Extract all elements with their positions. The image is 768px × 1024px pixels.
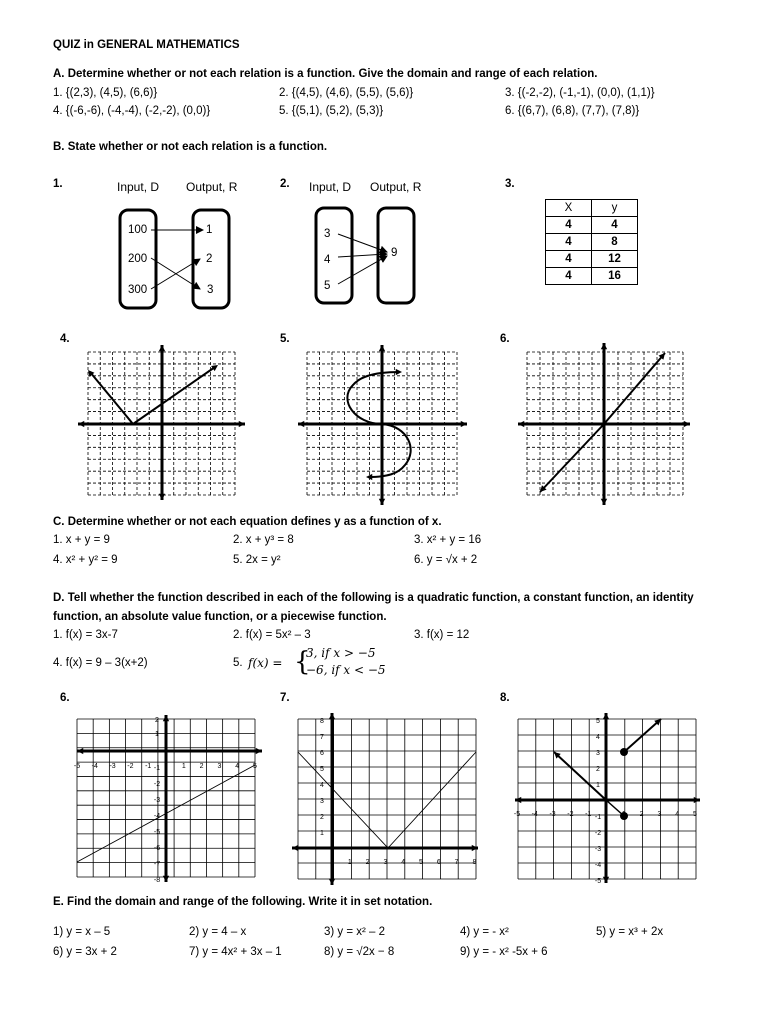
tick-label: 5: [419, 859, 423, 866]
table-cell: 4: [546, 234, 592, 251]
tick-label: 3: [657, 811, 662, 818]
map1-input-label: Input, D: [117, 180, 160, 194]
map2-input-value: 5: [324, 280, 331, 292]
tick-label: 1: [181, 763, 186, 770]
part-c-item: 1. x + y = 9: [53, 534, 110, 546]
tick-label: 2: [320, 814, 324, 821]
part-e-item: 6) y = 3x + 2: [53, 946, 117, 958]
part-e-item: 8) y = √2x − 8: [324, 946, 395, 958]
item-number: 2.: [280, 178, 290, 190]
table-cell: 16: [592, 268, 638, 285]
tick-label: -2: [127, 763, 134, 770]
part-a-item: 5. {(5,1), (5,2), (5,3)}: [279, 105, 384, 117]
part-a-item: 1. {(2,3), (4,5), (6,6)}: [53, 87, 158, 99]
table-cell: 4: [592, 217, 638, 234]
tick-label: 1: [596, 782, 600, 789]
item-number: 6.: [500, 333, 510, 345]
part-a-item: 3. {(-2,-2), (-1,-1), (0,0), (1,1)}: [505, 87, 655, 99]
tick-label: 4: [401, 859, 406, 866]
tick-label: 4: [235, 763, 240, 770]
tick-label: 6: [320, 750, 324, 757]
tick-label: 4: [320, 782, 324, 789]
part-c-item: 3. x² + y = 16: [414, 534, 482, 546]
map2-input-label: Input, D: [309, 180, 352, 194]
part-e-item: 4) y = - x²: [460, 926, 509, 938]
map1-output-value: 1: [206, 224, 213, 236]
y-axis-arrow: [163, 876, 169, 882]
part-c-item: 5. 2x = y²: [233, 554, 281, 566]
map2-output-value: 9: [391, 247, 398, 259]
tick-label: -1: [585, 811, 592, 818]
part-c-item: 2. x + y³ = 8: [233, 534, 294, 546]
tick-label: 5: [320, 766, 324, 773]
tick-label: -4: [531, 811, 538, 818]
tick-label: 3: [320, 798, 324, 805]
tick-label: -1: [153, 765, 161, 772]
tick-label: -4: [153, 813, 161, 820]
part-d-item: 3. f(x) = 12: [414, 629, 470, 641]
tick-label: -3: [153, 797, 161, 804]
tick-label: 7: [320, 734, 324, 741]
table-cell: 4: [546, 251, 592, 268]
tick-label: 6: [436, 859, 441, 866]
y-axis-arrow: [163, 715, 169, 721]
tick-label: 2: [639, 811, 644, 818]
part-d-heading: function, an absolute value function, or a piecewise function.: [53, 611, 387, 623]
part-d-item: 2. f(x) = 5x² – 3: [233, 629, 311, 641]
part-d-item-5-number: 5.: [233, 657, 243, 669]
grid: [298, 719, 476, 879]
table-cell: 4: [546, 268, 592, 285]
tick-label: -3: [109, 763, 116, 770]
tick-label: 2: [155, 717, 159, 724]
part-d-item: 4. f(x) = 9 – 3(x+2): [53, 657, 148, 669]
tick-label: 4: [596, 734, 600, 741]
table-header: X: [546, 200, 592, 217]
map1-output-value: 3: [207, 284, 214, 296]
table-cell: 8: [592, 234, 638, 251]
tick-label: 2: [596, 766, 600, 773]
part-e-heading: E. Find the domain and range of the following. Write it in set notation.: [53, 896, 433, 908]
tick-label: -2: [153, 781, 161, 788]
tick-label: -8: [153, 877, 161, 884]
table-header: y: [592, 200, 638, 217]
item-number: 7.: [280, 692, 290, 704]
map2-input-value: 4: [324, 254, 331, 266]
part-a-heading: A. Determine whether or not each relation is a function. Give the domain and range of each relation.: [53, 68, 598, 80]
tick-label: 4: [675, 811, 680, 818]
tick-label: -5: [153, 829, 161, 836]
piecewise-function-label: f(x) =: [248, 656, 283, 670]
tick-label: 5: [693, 811, 697, 818]
part-a-item: 2. {(4,5), (4,6), (5,5), (5,6)}: [279, 87, 414, 99]
tick-label: 5: [253, 763, 257, 770]
y-axis-arrow: [329, 713, 335, 719]
map2-input-value: 3: [324, 228, 331, 240]
tick-label: 2: [365, 859, 370, 866]
tick-label: 5: [596, 718, 600, 725]
part-e-item: 5) y = x³ + 2x: [596, 926, 664, 938]
part-b-heading: B. State whether or not each relation is a function.: [53, 141, 328, 153]
map1-input-value: 300: [128, 284, 148, 296]
table-cell: 4: [546, 217, 592, 234]
map1-output-value: 2: [206, 253, 213, 265]
y-axis-arrow: [329, 879, 335, 885]
tick-label: 1: [155, 731, 159, 738]
tick-label: -6: [153, 845, 161, 852]
piecewise-case-1: 3, if x > −5: [306, 646, 376, 660]
piecewise-ray: [554, 752, 606, 800]
y-axis-arrow: [603, 877, 609, 883]
closed-endpoint: [620, 812, 628, 820]
tick-label: -4: [594, 862, 602, 869]
quiz-title: QUIZ in GENERAL MATHEMATICS: [53, 39, 240, 51]
item-number: 1.: [53, 178, 63, 190]
x-axis-arrow: [256, 748, 262, 754]
tick-label: -1: [594, 814, 602, 821]
tick-label: -3: [594, 846, 602, 853]
item-number: 6.: [60, 692, 70, 704]
map1-input-value: 100: [128, 224, 148, 236]
part-c-heading: C. Determine whether or not each equation defines y as a function of x.: [53, 516, 442, 528]
map1-input-value: 200: [128, 253, 148, 265]
tick-label: -3: [549, 811, 556, 818]
tick-label: 8: [472, 859, 477, 866]
map1-output-label: Output, R: [186, 180, 238, 194]
closed-endpoint: [620, 748, 628, 756]
piecewise-case-2: −6, if x < −5: [306, 663, 386, 677]
tick-label: -2: [594, 830, 602, 837]
part-c-item: 6. y = √x + 2: [414, 554, 478, 566]
item-number: 4.: [60, 333, 70, 345]
part-e-item: 2) y = 4 – x: [189, 926, 247, 938]
part-a-item: 6. {(6,7), (6,8), (7,7), (7,8)}: [505, 105, 640, 117]
map2-output-label: Output, R: [370, 180, 422, 194]
x-axis-arrow: [472, 845, 478, 851]
tick-label: -5: [73, 763, 81, 770]
item-number: 8.: [500, 692, 510, 704]
item-number: 5.: [280, 333, 290, 345]
part-a-item: 4. {(-6,-6), (-4,-4), (-2,-2), (0,0)}: [53, 105, 211, 117]
tick-label: -1: [145, 763, 152, 770]
part-e-item: 7) y = 4x² + 3x – 1: [189, 946, 282, 958]
tick-label: -5: [513, 811, 521, 818]
piecewise-brace: {: [294, 647, 311, 677]
y-axis-arrow: [603, 713, 609, 719]
x-axis-arrow: [292, 845, 298, 851]
part-d-heading: D. Tell whether the function described in each of the following is a quadratic function, a constant function, an identity: [53, 592, 694, 604]
x-axis-arrow: [694, 797, 700, 803]
part-c-item: 4. x² + y² = 9: [53, 554, 118, 566]
tick-label: 1: [347, 859, 352, 866]
x-axis-arrow: [77, 748, 83, 754]
tick-label: -7: [153, 861, 161, 868]
tick-label: 3: [217, 763, 222, 770]
part-e-item: 3) y = x² – 2: [324, 926, 386, 938]
tick-label: 2: [199, 763, 204, 770]
tick-label: -4: [91, 763, 98, 770]
part-e-item: 1) y = x – 5: [53, 926, 111, 938]
tick-label: -5: [594, 878, 602, 885]
tick-label: 3: [596, 750, 600, 757]
tick-label: 1: [320, 830, 324, 837]
tick-label: 8: [320, 718, 324, 725]
part-d-item: 1. f(x) = 3x-7: [53, 629, 118, 641]
part-e-item: 9) y = - x² -5x + 6: [460, 946, 548, 958]
tick-label: -2: [567, 811, 574, 818]
item-number: 3.: [505, 178, 515, 190]
tick-label: 7: [454, 859, 459, 866]
tick-label: 3: [383, 859, 388, 866]
table-cell: 12: [592, 251, 638, 268]
